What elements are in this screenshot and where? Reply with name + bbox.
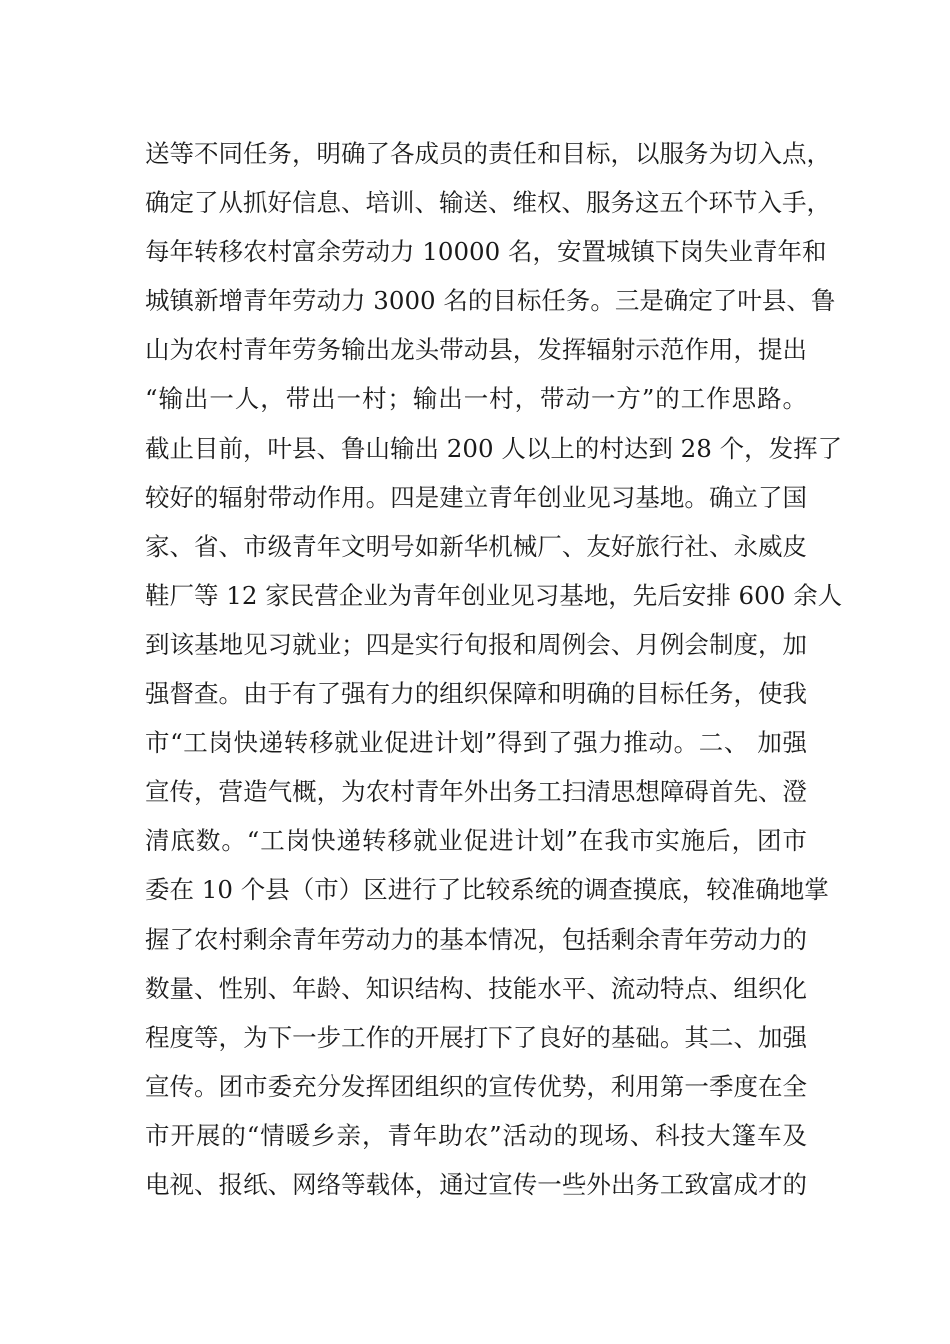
text-line: 市开展的“情暖乡亲，青年助农”活动的现场、科技大篷车及 bbox=[145, 1120, 807, 1150]
text-line: 较好的辐射带动作用。四是建立青年创业见习基地。确立了国 bbox=[145, 482, 807, 512]
text-line: “输出一人，带出一村；输出一村，带动一方”的工作思路。 bbox=[145, 384, 807, 414]
text-line: 强督查。由于有了强有力的组织保障和明确的目标任务，使我 bbox=[145, 679, 807, 709]
text-line: 鞋厂等 12 家民营企业为青年创业见习基地，先后安排 600 余人 bbox=[145, 580, 843, 610]
text-line: 送等不同任务，明确了各成员的责任和目标，以服务为切入点， bbox=[145, 139, 831, 168]
text-line: 宣传，营造气概，为农村青年外出务工扫清思想障碍首先、澄 bbox=[145, 777, 807, 807]
text-line: 每年转移农村富余劳动力 10000 名，安置城镇下岗失业青年和 bbox=[145, 237, 827, 267]
text-line: 山为农村青年劳务输出龙头带动县，发挥辐射示范作用，提出 bbox=[145, 335, 807, 365]
text-line: 电视、报纸、网络等载体，通过宣传一些外出务工致富成才的 bbox=[145, 1169, 807, 1199]
text-line: 宣传。团市委充分发挥团组织的宣传优势，利用第一季度在全 bbox=[145, 1071, 807, 1101]
text-line: 程度等，为下一步工作的开展打下了良好的基础。其二、加强 bbox=[145, 1022, 807, 1052]
text-line: 委在 10 个县（市）区进行了比较系统的调查摸底，较准确地掌 bbox=[145, 875, 829, 905]
text-line: 市“工岗快递转移就业促进计划”得到了强力推动。二、 加强 bbox=[145, 728, 807, 758]
text-line: 确定了从抓好信息、培训、输送、维权、服务这五个环节入手， bbox=[145, 188, 831, 218]
body-paragraph bbox=[145, 129, 843, 1209]
text-line: 截止目前，叶县、鲁山输出 200 人以上的村达到 28 个，发挥了 bbox=[145, 433, 843, 463]
text-line: 到该基地见习就业；四是实行旬报和周例会、月例会制度，加 bbox=[145, 629, 807, 659]
text-line: 清底数。“工岗快递转移就业促进计划”在我市实施后，团市 bbox=[145, 826, 807, 856]
text-line: 家、省、市级青年文明号如新华机械厂、友好旅行社、永威皮 bbox=[145, 531, 807, 561]
text-line: 数量、性别、年龄、知识结构、技能水平、流动特点、组织化 bbox=[145, 973, 807, 1003]
text-line: 城镇新增青年劳动力 3000 名的目标任务。三是确定了叶县、鲁 bbox=[145, 286, 836, 316]
text-line: 握了农村剩余青年劳动力的基本情况，包括剩余青年劳动力的 bbox=[145, 924, 807, 954]
